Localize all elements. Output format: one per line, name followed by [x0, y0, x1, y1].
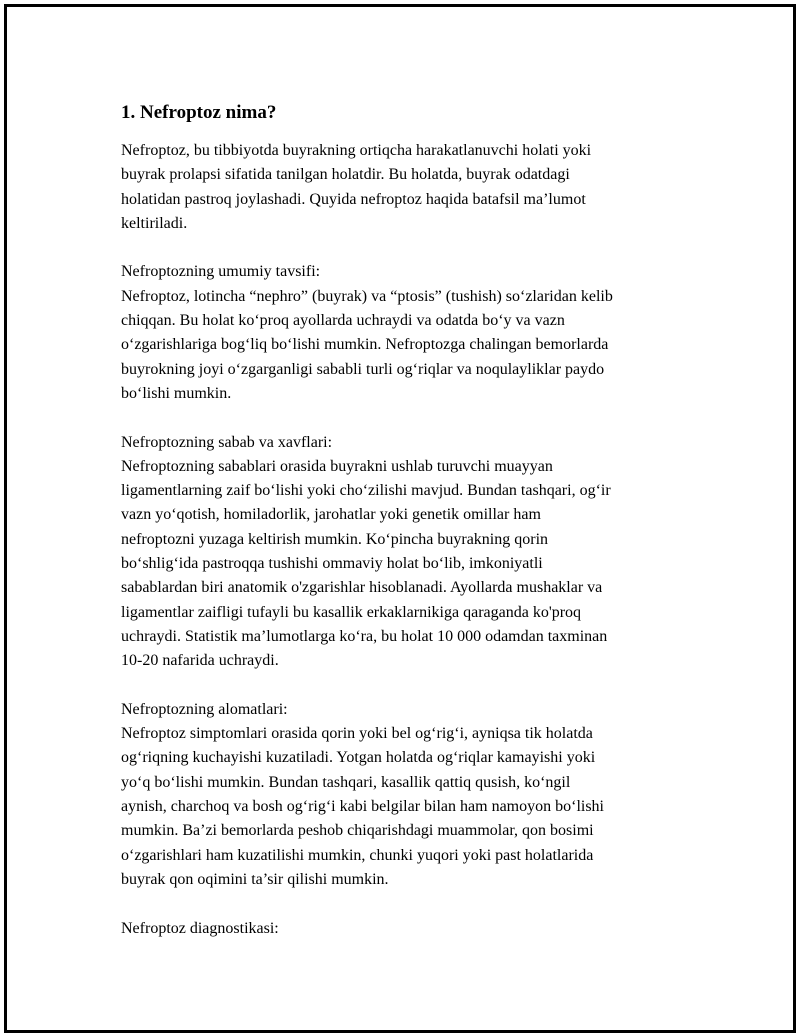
- intro-paragraph: Nefroptoz, bu tibbiyotda buyrakning ortiqcha harakatlanuvchi holati yoki buyrak prolapsi sifatida tanilgan holatdir. Bu holatda, buyrak odatdagi holatidan pastroq joylashadi. Quyida nefroptoz haqida batafsil ma’lumot keltiriladi.: [121, 142, 592, 232]
- diagnostics-heading: Nefroptoz diagnostikasi:: [121, 919, 279, 937]
- general-description-paragraph: Nefroptozning umumiy tavsifi: Nefroptoz, lotincha “nephro” (buyrak) va “ptosis” (tushish) so‘zlaridan kelib chiqqan. Bu holat ko‘proq ayollarda uchraydi va odatda bo‘y va vazn o‘zgarishlariga bog‘liq bo‘lishi mumkin. Nefroptozga chalingan bemorlarda buyrokning joyi o‘zgarganligi sababli turli og‘riqlar va noqulayliklar paydo bo‘lishi mumkin.: [121, 263, 613, 402]
- section-title: 1. Nefroptoz nima?: [121, 102, 277, 123]
- symptoms-paragraph: Nefroptozning alomatlari: Nefroptoz simptomlari orasida qorin yoki bel og‘rig‘i, ayniqsa tik holatda og‘riqning kuchayishi kuzatiladi. Yotgan holatda og‘riqlar kamayishi yoki yo‘q bo‘lishi mumkin. Bundan tashqari, kasallik qattiq qusish, ko‘ngil aynish, charchoq va bosh og‘rig‘i kabi belgilar bilan ham namoyon bo‘lishi mumkin. Ba’zi bemorlarda peshob chiqarishdagi muammolar, qon bosimi o‘zgarishlari ham kuzatilishi mumkin, chunki yuqori yoki past holatlarida buyrak qon oqimini ta’sir qilishi mumkin.: [121, 700, 604, 888]
- causes-risks-paragraph: Nefroptozning sabab va xavflari: Nefroptozning sabablari orasida buyrakni ushlab turuvchi muayyan ligamentlarning zaif bo‘lishi yoki cho‘zilishi mavjud. Bundan tashqari, og‘ir vazn yo‘qotish, homiladorlik, jarohatlar yoki genetik omillar ham nefroptozni yuzaga keltirish mumkin. Ko‘pincha buyrakning qorin bo‘shlig‘ida pastroqqa tushishi ommaviy holat bo‘lib, imkoniyatli sabablardan biri anatomik o'zgarishlar hisoblanadi. Ayollarda mushaklar va ligamentlar zaifligi tufayli bu kasallik erkaklarnikiga qaraganda ko'proq uchraydi. Statistik ma’lumotlarga ko‘ra, bu holat 10 000 odamdan taxminan 10-20 nafarida uchraydi.: [121, 433, 611, 670]
- document-page: [4, 4, 796, 1033]
- document-content: [121, 100, 691, 965]
